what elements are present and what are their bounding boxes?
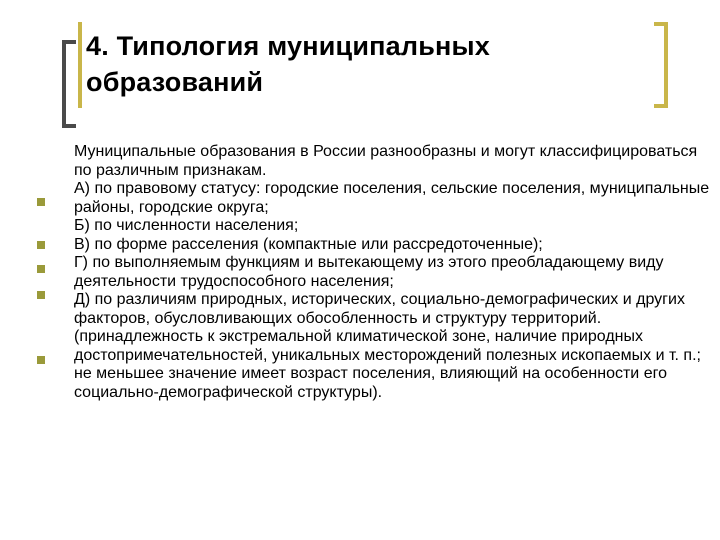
list-item: В) по форме расселения (компактные или рассредоточенные);: [74, 235, 543, 253]
title-line-2: образований: [86, 67, 264, 97]
intro-paragraph: Муниципальные образования в России разнообразны и могут классифицироваться по различным признакам.: [74, 143, 698, 179]
list-item: А) по правовому статусу: городские поселения, сельские поселения, муниципальные районы, городские округа;: [74, 180, 710, 216]
bullet-icon: [37, 291, 45, 299]
bullet-icon: [37, 356, 45, 364]
bullet-icon: [37, 265, 45, 273]
title-bracket-left-accent-icon: [78, 22, 82, 108]
slide-title: [86, 28, 646, 100]
list-item: Г) по выполняемым функциям и вытекающему из этого преобладающему виду деятельности трудоспособного населения;: [74, 254, 664, 290]
title-bracket-left-icon: [62, 40, 76, 128]
title-line-1: 4. Типология муниципальных: [86, 31, 490, 61]
bullet-icon: [37, 241, 45, 249]
list-item: Б) по численности населения;: [74, 217, 299, 234]
title-bracket-right-icon: [654, 22, 668, 108]
list-item: Д) по различиям природных, исторических, социально-демографических и других факторов, обусловливающих обособленность и структуру территорий. (принадлежность к экстремальной климатической зоне, наличие природных достопримечательностей, уникальных месторождений полезных ископаемых и т. п.; не меньшее значение имеет возраст поселения, влияющий на особенности его социально-демографической структуры).: [74, 291, 701, 401]
slide-body: [74, 143, 714, 402]
bullet-icon: [37, 198, 45, 206]
